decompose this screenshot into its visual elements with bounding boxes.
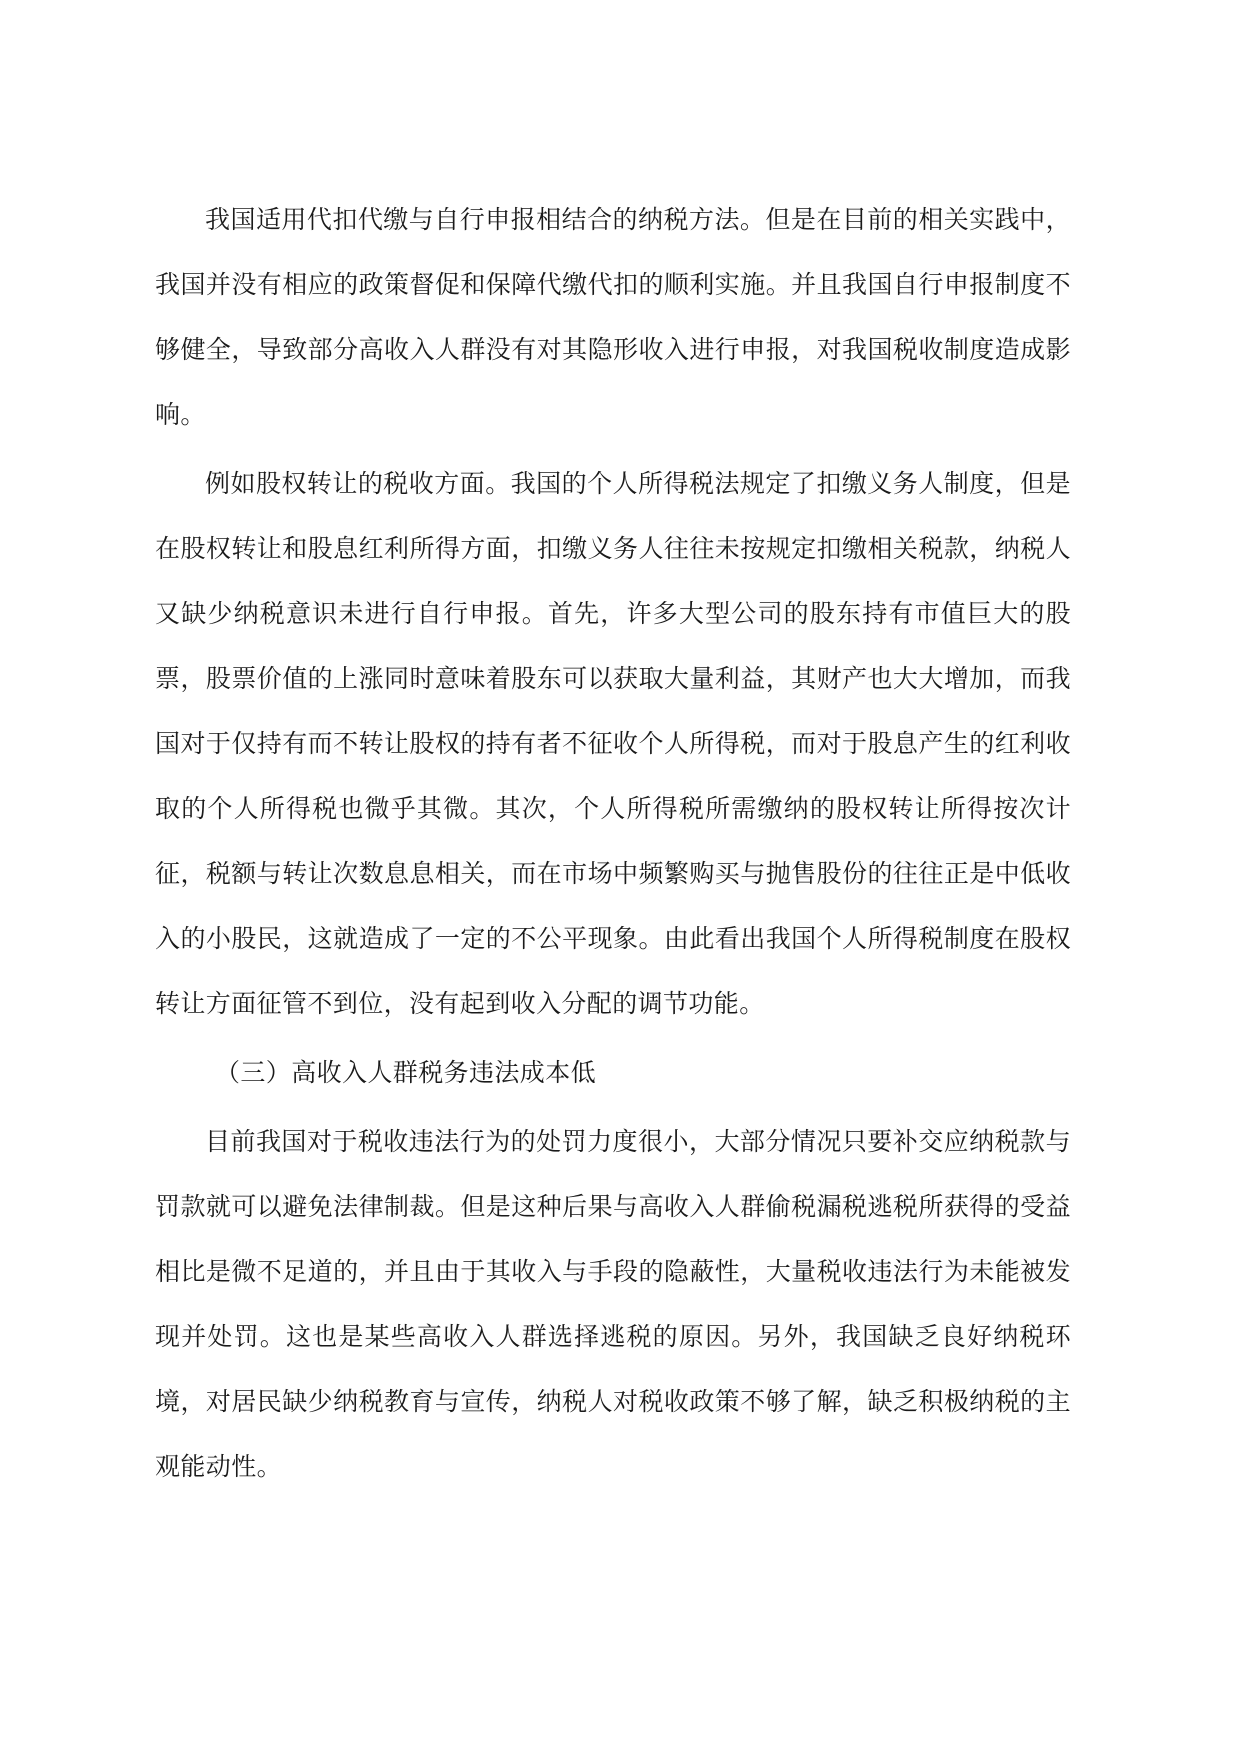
paragraph-equity-transfer-tax: 例如股权转让的税收方面。我国的个人所得税法规定了扣缴义务人制度，但是在股权转让和股息红利所得方面，扣缴义务人往往未按规定扣缴相关税款，纳税人又缺少纳税意识未进行自行申报。首先，许多大型公司的股东持有市值巨大的股票，股票价值的上涨同时意味着股东可以获取大量利益，其财产也大大增加，而我国对于仅持有而不转让股权的持有者不征收个人所得税，而对于股息产生的红利收取的个人所得税也微乎其微。其次，个人所得税所需缴纳的股权转让所得按次计征，税额与转让次数息息相关，而在市场中频繁购买与抛售股份的往往正是中低收入的小股民，这就造成了一定的不公平现象。由此看出我国个人所得税制度在股权转让方面征管不到位，没有起到收入分配的调节功能。 <box>155 469 1071 1018</box>
paragraph-low-violation-cost: 目前我国对于税收违法行为的处罚力度很小，大部分情况只要补交应纳税款与罚款就可以避免法律制裁。但是这种后果与高收入人群偷税漏税逃税所获得的受益相比是微不足道的，并且由于其收入与手段的隐蔽性，大量税收违法行为未能被发现并处罚。这也是某些高收入人群选择逃税的原因。另外，我国缺乏良好纳税环境，对居民缺少纳税教育与宣传，纳税人对税收政策不够了解，缺乏积极纳税的主观能动性。 <box>155 1127 1071 1481</box>
paragraph-withholding-and-self-declaration: 我国适用代扣代缴与自行申报相结合的纳税方法。但是在目前的相关实践中，我国并没有相应的政策督促和保障代缴代扣的顺利实施。并且我国自行申报制度不够健全，导致部分高收入人群没有对其隐形收入进行申报，对我国税收制度造成影响。 <box>155 205 1071 429</box>
section-heading: （三）高收入人群税务违法成本低 <box>215 1058 597 1087</box>
document-body <box>155 187 1071 1503</box>
